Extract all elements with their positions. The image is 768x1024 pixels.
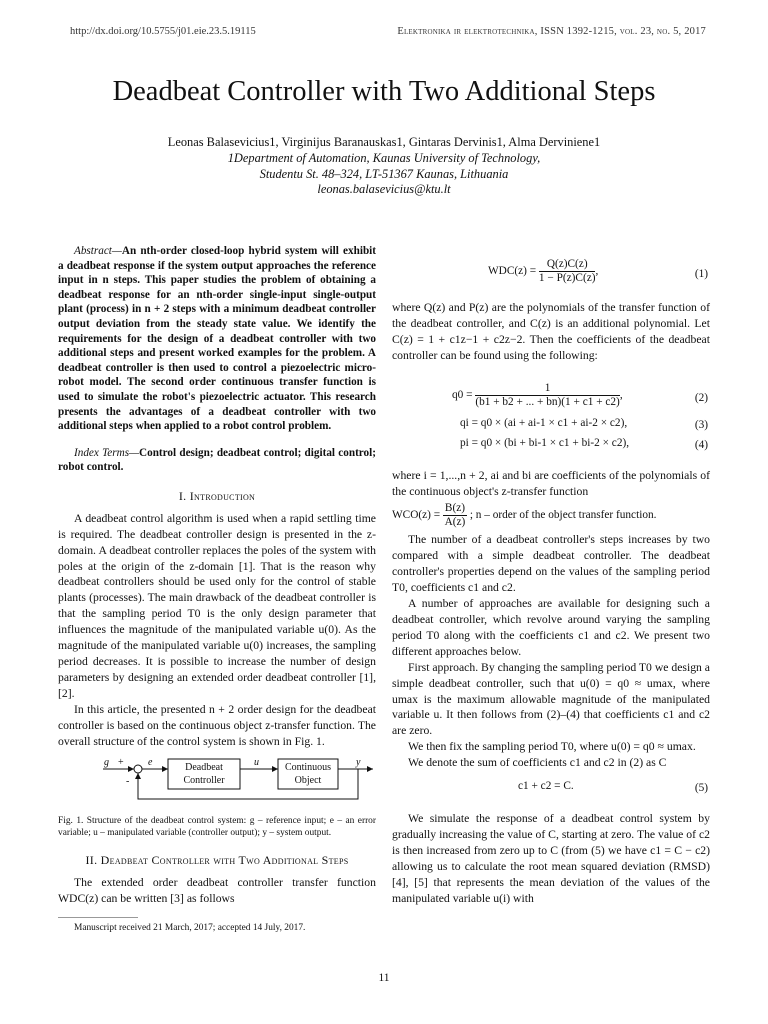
- intro-paragraph-1: A deadbeat control algorithm is used when a rapid settling time is required. The deadbeat controller design is presented in the z-domain. A deadbeat controller replaces the poles of the system with poles at the origin of the z-domain [1]. That is the reason why deadbeat controllers should be used only for the control of stable plants (processes). The main drawback of the deadbeat controller is that the sampling period T0 is the only design parameter that influences the magnitude of the manipulated variable u(0). As the magnitude of the manipulated variable u(0) increases, the sampling period decreases. It is possible to increase the number of design parameters by designing an extended order deadbeat controller [1], [2].: [58, 511, 376, 700]
- eq2-denominator: (b1 + b2 + ... + bn)(1 + c1 + c2): [475, 395, 620, 408]
- eq1-numerator: Q(z)C(z): [539, 258, 596, 272]
- sec2-paragraph-1: The extended order deadbeat controller transfer function WDC(z) can be written [3] as follows: [58, 876, 376, 906]
- section-heading-intro: I. Introduction: [178, 488, 256, 503]
- right-paragraph-1: [392, 300, 710, 364]
- intro-paragraph-2: In this article, the presented n + 2 order design for the deadbeat controller is based on the continuous object z-transfer function. The overall structure of the control system is shown in Fig. 1.: [58, 702, 376, 748]
- eq3-body: qi = q0 × (ai + ai-1 × c1 + ai-2 × c2),: [460, 416, 628, 429]
- controller-label: [168, 761, 240, 787]
- equation-5: [392, 779, 710, 799]
- right-paragraph-3: The number of a deadbeat controller's steps increases by two compared with a simple deadbeat controller. The deadbeat controller's properties depend on the values of the sampling period T0, coefficients c1 and c2.: [392, 533, 710, 595]
- affiliation-address: Studentu St. 48–324, LT-51367 Kaunas, Lithuania: [259, 166, 509, 181]
- equation-4: [392, 436, 710, 456]
- eq1-denominator: 1 − P(z)C(z): [538, 272, 596, 284]
- right-paragraph-1b: Then the coefficients of the deadbeat controller can be found using the following:: [392, 332, 710, 362]
- affiliation-dept: 1Department of Automation, Kaunas University of Technology,: [227, 151, 541, 165]
- right-paragraph-6: We then fix the sampling period T0, where u(0) = q0 ≈ umax.: [408, 740, 696, 754]
- right-paragraph-1a: where Q(z) and P(z) are the polynomials of the transfer function of the deadbeat controller, and C(z) is an additional polynomial. Let: [392, 301, 710, 330]
- eq3-number: (3): [694, 418, 708, 431]
- equation-1: WDC(z) = $\frac{Q(z)C(z)}{1 - P(z)C(z)}$ , (1): [488, 258, 708, 284]
- object-label: [278, 761, 338, 787]
- label-y: y: [356, 757, 361, 769]
- sum-junction: [134, 765, 142, 773]
- right-paragraph-8: We simulate the response of a deadbeat control system by gradually increasing the value of C, starting at zero. The value of c2 is then increased from zero up to C (from (5) we have c1 = C − c2) allowing us to calculate the root mean squared deviation (RMSD) [4], [5] that represents the mean deviation of the values of the manipulated variable u(i) with: [392, 812, 710, 905]
- abstract-text: An nth-order closed-loop hybrid system will exhibit a deadbeat response if the system output approaches the reference input in n steps. This paper studies the problem of obtaining a deadbeat response for an nth-order single-input single-output plant (process) in n + 2 steps with a minimum deadbeat controller output deviation from the steady state value. We identify the requirements for the design of a deadbeat controller with two additional steps and present worked examples for the problem. A deadbeat controller is then used to control a piezoelectric micro-robot model. The second order continuous transfer function is used to simulate the robot's piezoelectric actuator. This research presents the advantages of a deadbeat controller with two additional steps when applied to a robot control problem.: [58, 245, 376, 433]
- wco-denominator: A(z): [444, 516, 466, 529]
- eq5-body: c1 + c2 = C.: [518, 780, 574, 793]
- right-column: [392, 258, 710, 906]
- eq1-number: (1): [694, 268, 708, 280]
- index-terms-text: Control design; deadbeat control; digital control; robot control.: [58, 446, 376, 474]
- section-heading-2: II. Deadbeat Controller with Two Additional Steps: [85, 853, 349, 868]
- right-paragraph-4: A number of approaches are available for designing such a deadbeat controller, which revolve around varying the sampling period T0 along with the coefficients c1 and c2. We present two different approaches below.: [392, 597, 710, 658]
- c-polynomial: C(z) = 1 + c1z−1 + c2z−2.: [392, 332, 526, 346]
- footnote-rule: [58, 917, 138, 918]
- abstract-label: Abstract—: [74, 245, 122, 257]
- equation-3: [392, 416, 710, 436]
- journal-header: Elektronika ir elektrotechnika, ISSN 1392-1215, vol. 23, no. 5, 2017: [397, 26, 706, 37]
- wco-numerator: B(z): [444, 502, 465, 515]
- right-paragraph-5: First approach. By changing the sampling period T0 we design a simple deadbeat controller, such that u(0) = q0 ≈ umax, where umax is the maximum allowable magnitude of the manipulated variable u. It then follows from (2)–(4) that coefficients c1 and c2 are zero.: [392, 660, 710, 738]
- eq2-number: (2): [694, 391, 708, 404]
- eq1-fraction: [539, 258, 596, 285]
- author-list: Leonas Balasevicius1, Virginijus Baranauskas1, Gintaras Dervinis1, Alma Derviniene1: [167, 135, 601, 149]
- label-e: e: [148, 757, 153, 769]
- eq1-lhs: WDC(z) =: [488, 265, 537, 278]
- eq5-number: (5): [694, 782, 708, 795]
- controller-label-1: Deadbeat: [185, 762, 223, 774]
- eq4-number: (4): [694, 438, 708, 451]
- label-u: u: [254, 757, 259, 769]
- page-number: 11: [378, 972, 390, 984]
- label-g: g: [104, 757, 109, 769]
- paper-title: Deadbeat Controller with Two Additional Steps: [112, 76, 656, 107]
- label-plus: +: [118, 757, 124, 769]
- wco-lhs: WCO(z) =: [392, 509, 441, 522]
- index-terms-label: Index Terms—: [74, 446, 140, 459]
- wco-fraction: [443, 502, 467, 529]
- wco-equation: [392, 502, 710, 529]
- eq4-body: pi = q0 × (bi + bi-1 × c1 + bi-2 × c2),: [460, 436, 630, 449]
- controller-label-2: Controller: [183, 775, 225, 787]
- figure-1-caption: Fig. 1. Structure of the deadbeat control system: g – reference input; e – an error variable; u – manipulated variable (controller output); y – system output.: [58, 816, 376, 839]
- eq2-numerator: 1: [475, 382, 619, 396]
- figure-1: [58, 757, 376, 809]
- wco-rest: ; n – order of the object transfer function.: [469, 509, 657, 522]
- abstract: [58, 244, 376, 434]
- manuscript-note: Manuscript received 21 March, 2017; accepted 14 July, 2017.: [74, 923, 306, 934]
- eq2-lhs: q0 =: [452, 388, 473, 401]
- affiliation: [0, 151, 768, 198]
- index-terms: [58, 446, 376, 475]
- left-column: [58, 244, 376, 934]
- equation-2: q0 = $\frac{1}{(b1 + b2 + ... + bn)(1 + c1 + c2)}$ , (2): [452, 381, 708, 408]
- object-label-2: Object: [294, 775, 322, 787]
- affiliation-email[interactable]: leonas.balasevicius@ktu.lt: [317, 182, 451, 196]
- right-paragraph-2: where i = 1,...,n + 2, ai and bi are coefficients of the polynomials of the continuous object's z-transfer function: [392, 468, 710, 498]
- right-paragraph-7: We denote the sum of coefficients c1 and c2 in (2) as C: [408, 756, 667, 770]
- object-label-1: Continuous: [284, 762, 332, 774]
- eq2-fraction: [475, 382, 619, 409]
- label-minus: -: [126, 776, 130, 788]
- doi-link[interactable]: http://dx.doi.org/10.5755/j01.eie.23.5.19115: [70, 26, 256, 37]
